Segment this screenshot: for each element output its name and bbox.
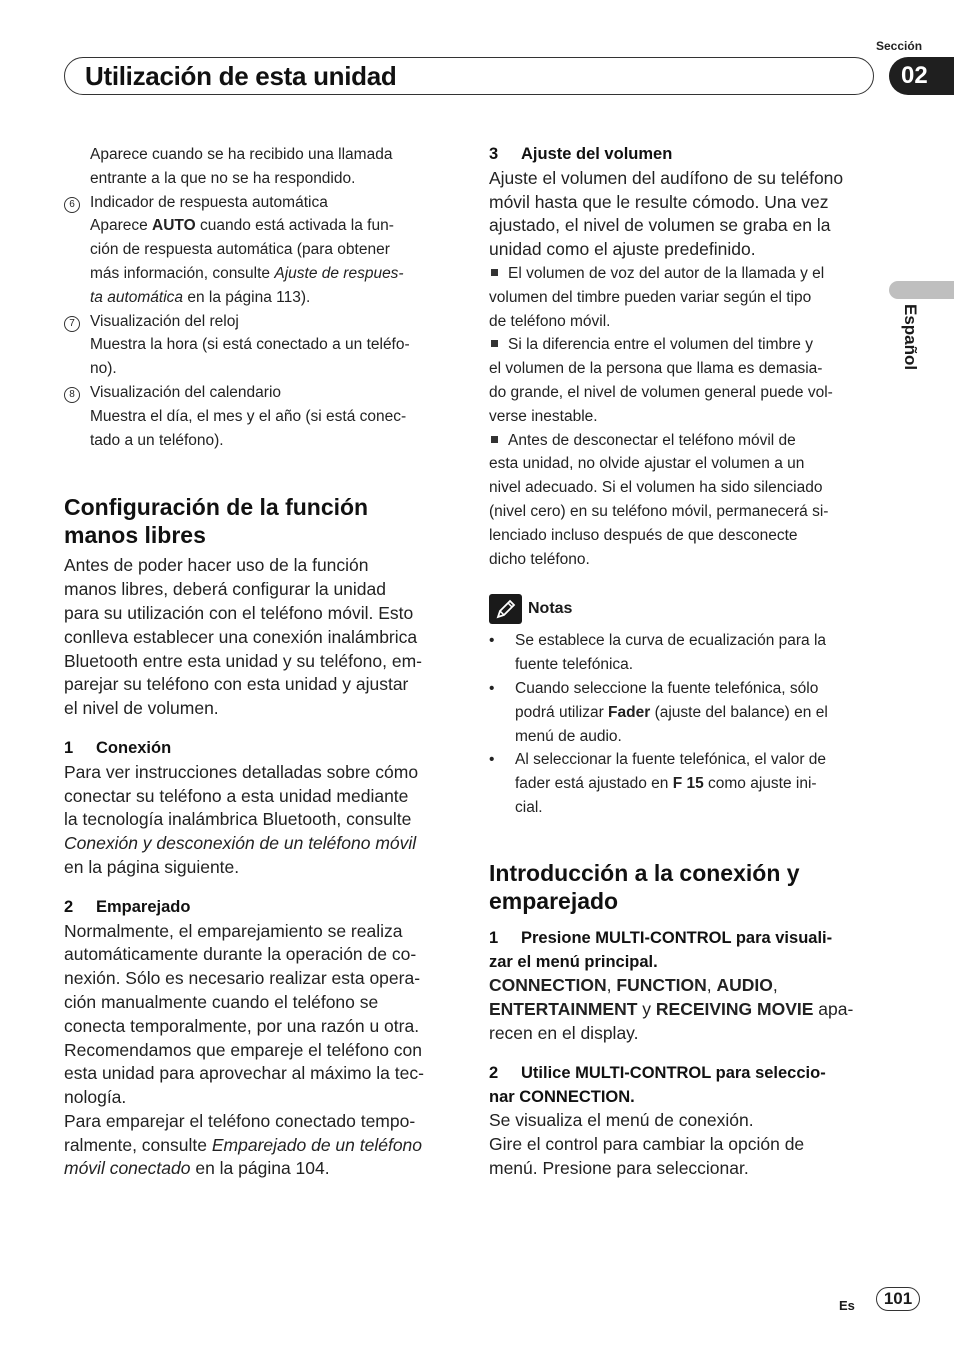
config-paragraph: Antes de poder hacer uso de la función manos libres, deberá configurar la unidad para su utilización con el teléfono móvil. Esto conlleva establecer una conexión inalámbrica Bluetooth entre esta unidad y su teléfono, em- parejar su teléfono con esta unidad y ajustar el nivel de volumen. — [64, 555, 423, 719]
square-bullet-2: Si la diferencia entre el volumen del timbre y el volumen de la persona que llama es demasia- do grande, el nivel de volumen general puede vol- verse inestable. — [489, 336, 833, 425]
notes-list — [489, 629, 877, 819]
step-2-heading: 2 Emparejado — [64, 897, 191, 916]
text-line: tado a un teléfono). — [90, 431, 224, 449]
intro-step-1-text: CONNECTION, FUNCTION, AUDIO, ENTERTAINMENT y RECEIVING MOVIE apa- recen en el display. — [489, 975, 854, 1043]
item-6 — [64, 191, 456, 310]
step-3-heading: 3 Ajuste del volumen — [489, 145, 673, 163]
intro-heading: Introducción a la conexión y emparejado — [489, 859, 800, 914]
text-line: entrante a la que no se ha respondido. — [90, 169, 356, 187]
text-line: Muestra la hora (si está conectado a un teléfo- — [90, 336, 410, 354]
text-line: ta automática en la página 113). — [90, 288, 311, 306]
chapter-title-bar — [64, 57, 874, 95]
square-bullet-icon — [491, 340, 498, 347]
text-line: Aparece AUTO cuando está activada la fun- — [90, 217, 394, 235]
text-line: no). — [90, 360, 117, 378]
item-title: Indicador de respuesta automática — [90, 193, 328, 211]
step-3-text: Ajuste el volumen del audífono de su teléfono móvil hasta que le resulte cómodo. Una vez ajustado, el nivel de volumen se graba en la unidad como el ajuste predefinido. — [489, 167, 844, 260]
square-bullet-3: Antes de desconectar el teléfono móvil de esta unidad, no olvide ajustar el volumen a un nivel adecuado. Si el volumen ha sido silenciado (nivel cero) en su teléfono móvil, permanecerá si- lenciado incluso después de que desconecte dicho teléfono. — [489, 431, 829, 568]
square-bullet-1: El volumen de voz del autor de la llamada y el volumen del timbre pueden variar según el tipo de teléfono móvil. — [489, 264, 825, 330]
step-1-heading: 1 Conexión — [64, 738, 172, 757]
page-number: 101 — [876, 1287, 920, 1311]
step-2-text: Normalmente, el emparejamiento se realiza automáticamente durante la operación de co- nexión. Sólo es necesario realizar esta opera- ción manualmente cuando el teléfono se conecta temporalmente, por una razón u otra. Recomendamos que empareje el teléfono con esta unidad para aprovechar al máximo la tec- nología. Para emparejar el teléfono conectado tempo- ralmente, consulte Emparejado de un teléfono móvil conectado en la página 104. — [64, 920, 424, 1179]
note-item: • Cuando seleccione la fuente telefónica, sólo podrá utilizar Fader (ajuste del balance) en el menú de audio. — [489, 679, 828, 745]
intro-step-2-text: Se visualiza el menú de conexión. Gire el control para cambiar la opción de menú. Presione para seleccionar. — [489, 1110, 805, 1178]
item-title: Visualización del reloj — [90, 312, 239, 330]
item-7 — [64, 310, 456, 381]
item-8 — [64, 381, 456, 452]
intro-text — [64, 143, 456, 191]
note-item: • Se establece la curva de ecualización para la fuente telefónica. — [489, 632, 827, 674]
chapter-title: Utilización de esta unidad — [85, 61, 397, 91]
square-bullet-icon — [491, 269, 498, 276]
step-1-text: Para ver instrucciones detalladas sobre cómo conectar su teléfono a esta unidad mediante la tecnología inalámbrica Bluetooth, consulte Conexión y desconexión de un teléfono móvil en la página siguiente. — [64, 761, 419, 877]
square-bullet-icon — [491, 436, 498, 443]
intro-step-1-heading: 1 Presione MULTI-CONTROL para visuali- zar el menú principal. — [489, 928, 833, 971]
circled-number: 8 — [64, 387, 80, 403]
section-number-badge: 02 — [889, 57, 954, 95]
config-heading: Configuración de la función manos libres — [64, 494, 369, 549]
text-line: Muestra el día, el mes y el año (si está conec- — [90, 407, 407, 425]
section-label: Sección — [876, 39, 923, 53]
note-item: • Al seleccionar la fuente telefónica, el valor de fader está ajustado en F 15 como ajuste ini- cial. — [489, 751, 827, 816]
text-line: Aparece cuando se ha recibido una llamada — [90, 146, 393, 163]
language-label: Español — [901, 304, 920, 371]
circled-number: 7 — [64, 316, 80, 332]
circled-number: 6 — [64, 197, 80, 213]
text-line: más información, consulte Ajuste de respues- — [90, 264, 404, 282]
notes-title: Notas — [528, 600, 573, 618]
right-column — [489, 143, 877, 1181]
intro-step-2-heading: 2 Utilice MULTI-CONTROL para seleccio- nar CONNECTION. — [489, 1063, 826, 1106]
notes-header — [489, 593, 877, 625]
language-code: Es — [839, 1298, 855, 1313]
left-column — [64, 143, 456, 1181]
text-line: ción de respuesta automática (para obtener — [90, 241, 390, 259]
pencil-note-icon — [489, 594, 522, 624]
item-title: Visualización del calendario — [90, 383, 282, 401]
language-tab — [889, 281, 954, 299]
